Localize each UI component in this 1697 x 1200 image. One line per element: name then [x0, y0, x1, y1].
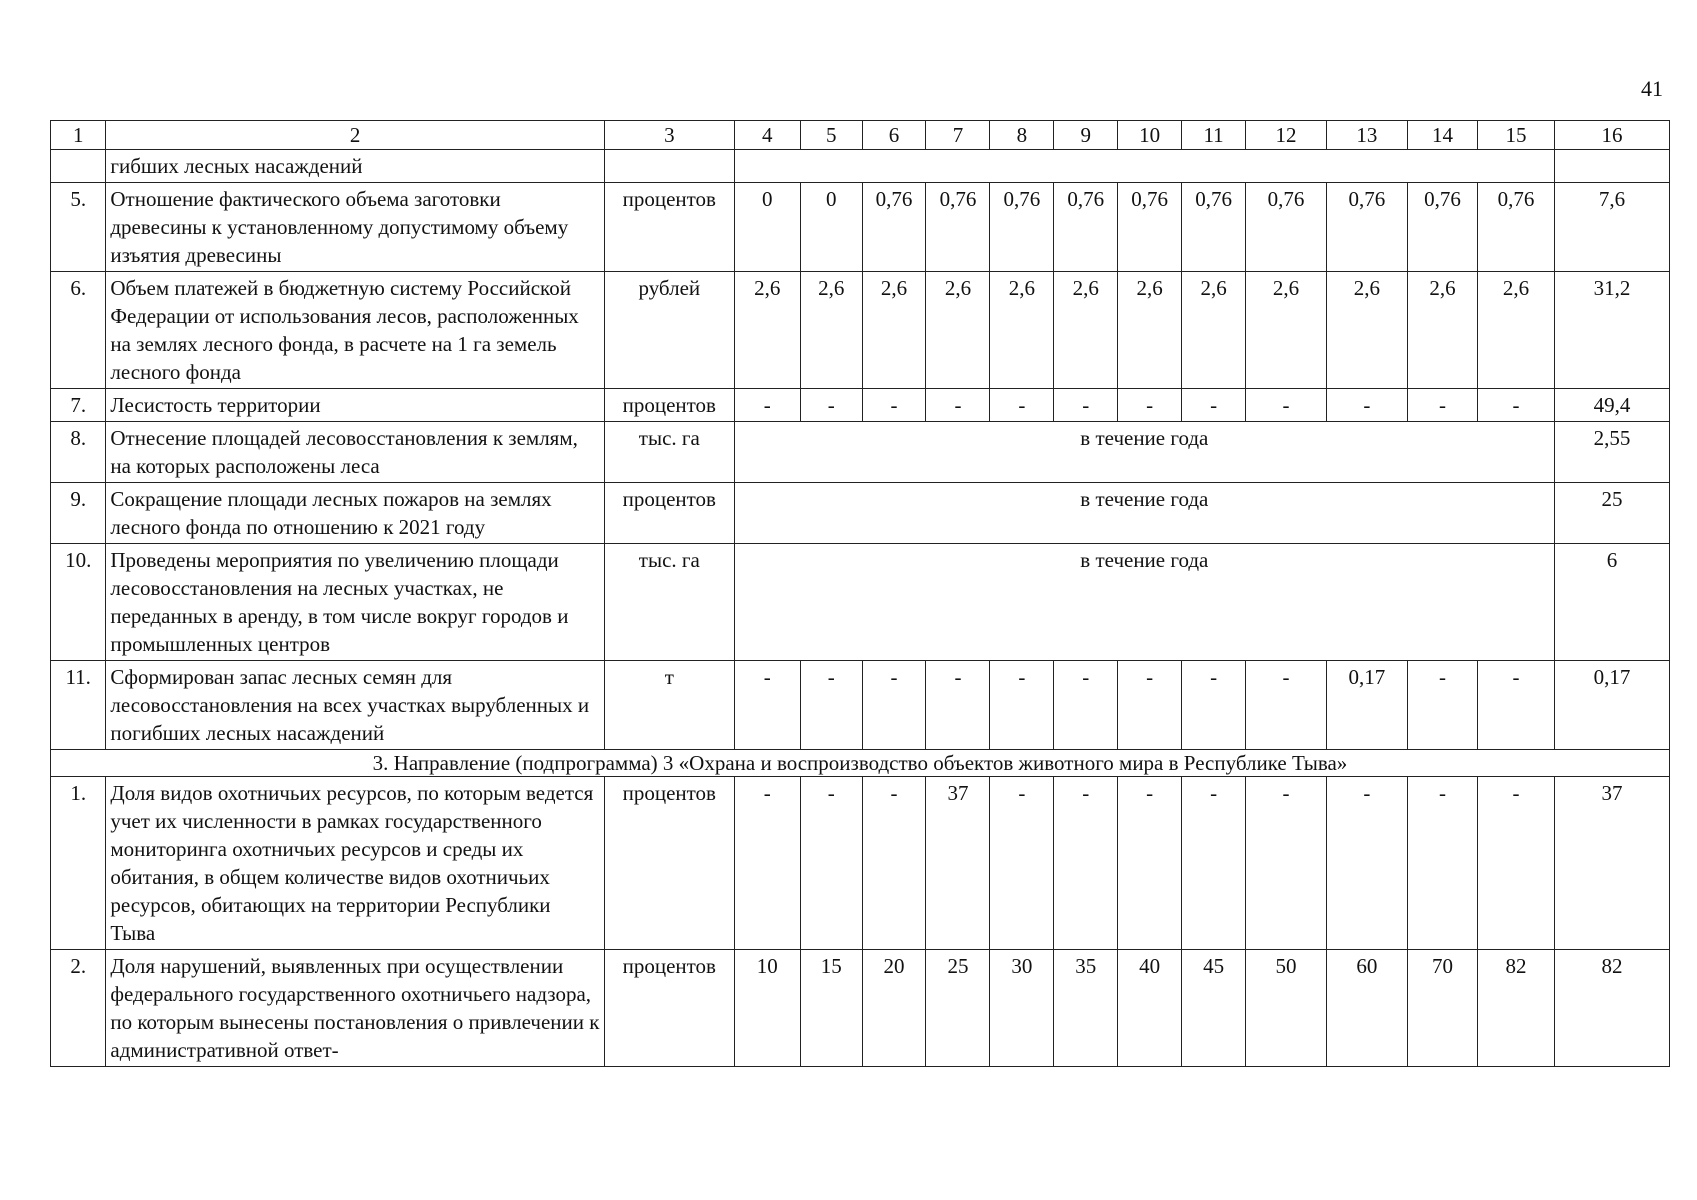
year-value: 60: [1326, 950, 1407, 1067]
year-value: -: [926, 661, 990, 750]
indicator-name: гибших лесных насаждений: [106, 150, 604, 183]
period-note: в течение года: [734, 483, 1554, 544]
year-value: -: [862, 389, 926, 422]
year-value: 2,6: [1182, 272, 1246, 389]
row-number: 9.: [51, 483, 106, 544]
year-value: 2,6: [1478, 272, 1555, 389]
column-header: 11: [1182, 121, 1246, 150]
total-value: 31,2: [1554, 272, 1669, 389]
year-value: -: [1407, 777, 1477, 950]
unit: процентов: [604, 777, 734, 950]
column-header: 4: [734, 121, 800, 150]
table-row: [51, 950, 1670, 1067]
unit: процентов: [604, 183, 734, 272]
column-header: 8: [990, 121, 1054, 150]
indicator-name: Объем платежей в бюджетную систему Российской Федерации от использования лесов, расположенных на землях лесного фонда, в расчете на 1 га земель лесного фонда: [106, 272, 604, 389]
year-value: 0,76: [1407, 183, 1477, 272]
year-value: 50: [1246, 950, 1327, 1067]
year-value: 2,6: [1326, 272, 1407, 389]
period-note: в течение года: [734, 422, 1554, 483]
year-value: -: [990, 777, 1054, 950]
year-value: 0,17: [1326, 661, 1407, 750]
unit: рублей: [604, 272, 734, 389]
year-value: -: [1182, 661, 1246, 750]
year-value: 2,6: [1118, 272, 1182, 389]
year-value: -: [1326, 389, 1407, 422]
unit: [604, 150, 734, 183]
indicator-name: Доля видов охотничьих ресурсов, по которым ведется учет их численности в рамках государственного мониторинга охотничьих ресурсов и среды их обитания, в общем количестве видов охотничьих ресурсов, обитающих на территории Республики Тыва: [106, 777, 604, 950]
year-value: 2,6: [926, 272, 990, 389]
total-value: 37: [1554, 777, 1669, 950]
total-value: 6: [1554, 544, 1669, 661]
year-value: 0,76: [1054, 183, 1118, 272]
year-value: -: [1246, 389, 1327, 422]
year-value: 2,6: [1407, 272, 1477, 389]
row-number: 11.: [51, 661, 106, 750]
year-value: 45: [1182, 950, 1246, 1067]
year-value: -: [800, 777, 862, 950]
table-row: [51, 183, 1670, 272]
period-note: в течение года: [734, 544, 1554, 661]
year-value: -: [1478, 389, 1555, 422]
year-value: 35: [1054, 950, 1118, 1067]
year-value: -: [800, 661, 862, 750]
total-value: 25: [1554, 483, 1669, 544]
row-number: 7.: [51, 389, 106, 422]
table-row: [51, 661, 1670, 750]
year-value: 2,6: [990, 272, 1054, 389]
row-number: 5.: [51, 183, 106, 272]
year-value: 0,76: [1478, 183, 1555, 272]
year-value: 10: [734, 950, 800, 1067]
table-row: [51, 483, 1670, 544]
indicator-name: Отношение фактического объема заготовки древесины к установленному допустимому объему изъятия древесины: [106, 183, 604, 272]
year-value: -: [1407, 661, 1477, 750]
year-value: -: [990, 661, 1054, 750]
year-value: 15: [800, 950, 862, 1067]
column-header: 1: [51, 121, 106, 150]
header-row: [51, 121, 1670, 150]
year-value: -: [734, 389, 800, 422]
year-value: 0,76: [862, 183, 926, 272]
column-header: 10: [1118, 121, 1182, 150]
year-value: -: [1182, 389, 1246, 422]
values-blank: [734, 150, 1554, 183]
year-value: -: [734, 777, 800, 950]
unit: тыс. га: [604, 544, 734, 661]
continuation-row: [51, 150, 1670, 183]
unit: процентов: [604, 483, 734, 544]
row-number: 10.: [51, 544, 106, 661]
column-header: 2: [106, 121, 604, 150]
total-value: 49,4: [1554, 389, 1669, 422]
year-value: -: [1054, 389, 1118, 422]
year-value: -: [1246, 661, 1327, 750]
year-value: -: [1326, 777, 1407, 950]
page-number: 41: [1641, 76, 1663, 101]
unit: тыс. га: [604, 422, 734, 483]
year-value: -: [1118, 661, 1182, 750]
year-value: -: [800, 389, 862, 422]
year-value: 0,76: [1326, 183, 1407, 272]
column-header: 12: [1246, 121, 1327, 150]
year-value: 0: [734, 183, 800, 272]
table-row: [51, 389, 1670, 422]
year-value: 82: [1478, 950, 1555, 1067]
indicator-name: Доля нарушений, выявленных при осуществлении федерального государственного охотничьего надзора, по которым вынесены постановления о привлечении к административной ответ-: [106, 950, 604, 1067]
unit: процентов: [604, 950, 734, 1067]
table-row: [51, 272, 1670, 389]
year-value: 0: [800, 183, 862, 272]
column-header: 5: [800, 121, 862, 150]
indicator-name: Сокращение площади лесных пожаров на землях лесного фонда по отношению к 2021 году: [106, 483, 604, 544]
column-header: 14: [1407, 121, 1477, 150]
year-value: 0,76: [926, 183, 990, 272]
column-header: 7: [926, 121, 990, 150]
total-value: 82: [1554, 950, 1669, 1067]
year-value: 0,76: [990, 183, 1054, 272]
unit: процентов: [604, 389, 734, 422]
year-value: -: [1118, 777, 1182, 950]
year-value: 2,6: [800, 272, 862, 389]
row-number: 8.: [51, 422, 106, 483]
indicator-name: Сформирован запас лесных семян для лесовосстановления на всех участках вырубленных и погибших лесных насаждений: [106, 661, 604, 750]
row-number: [51, 150, 106, 183]
year-value: 37: [926, 777, 990, 950]
year-value: -: [1054, 777, 1118, 950]
year-value: 2,6: [734, 272, 800, 389]
year-value: -: [1118, 389, 1182, 422]
year-value: 0,76: [1118, 183, 1182, 272]
year-value: -: [1407, 389, 1477, 422]
unit: т: [604, 661, 734, 750]
year-value: -: [926, 389, 990, 422]
indicator-name: Лесистость территории: [106, 389, 604, 422]
row-number: 1.: [51, 777, 106, 950]
year-value: -: [1054, 661, 1118, 750]
total-value: 7,6: [1554, 183, 1669, 272]
total-value: 2,55: [1554, 422, 1669, 483]
column-header: 16: [1554, 121, 1669, 150]
row-number: 2.: [51, 950, 106, 1067]
year-value: -: [862, 777, 926, 950]
indicator-name: Отнесение площадей лесовосстановления к землям, на которых расположены леса: [106, 422, 604, 483]
column-header: 9: [1054, 121, 1118, 150]
column-header: 15: [1478, 121, 1555, 150]
table-row: [51, 777, 1670, 950]
year-value: 70: [1407, 950, 1477, 1067]
row-number: 6.: [51, 272, 106, 389]
year-value: 30: [990, 950, 1054, 1067]
year-value: 40: [1118, 950, 1182, 1067]
column-header: 13: [1326, 121, 1407, 150]
year-value: -: [990, 389, 1054, 422]
year-value: 2,6: [862, 272, 926, 389]
year-value: -: [734, 661, 800, 750]
year-value: 0,76: [1182, 183, 1246, 272]
year-value: 25: [926, 950, 990, 1067]
year-value: 2,6: [1246, 272, 1327, 389]
year-value: 2,6: [1054, 272, 1118, 389]
year-value: 20: [862, 950, 926, 1067]
indicators-table: [50, 120, 1670, 1067]
year-value: 0,76: [1246, 183, 1327, 272]
section-title: 3. Направление (подпрограмма) 3 «Охрана и воспроизводство объектов животного мира в Республике Тыва»: [51, 750, 1670, 777]
year-value: -: [1246, 777, 1327, 950]
total-value: [1554, 150, 1669, 183]
table-row: [51, 422, 1670, 483]
year-value: -: [1182, 777, 1246, 950]
section-row: [51, 750, 1670, 777]
total-value: 0,17: [1554, 661, 1669, 750]
year-value: -: [862, 661, 926, 750]
year-value: -: [1478, 661, 1555, 750]
table-row: [51, 544, 1670, 661]
indicator-name: Проведены мероприятия по увеличению площади лесовосстановления на лесных участках, не переданных в аренду, в том числе вокруг городов и промышленных центров: [106, 544, 604, 661]
column-header: 6: [862, 121, 926, 150]
column-header: 3: [604, 121, 734, 150]
year-value: -: [1478, 777, 1555, 950]
